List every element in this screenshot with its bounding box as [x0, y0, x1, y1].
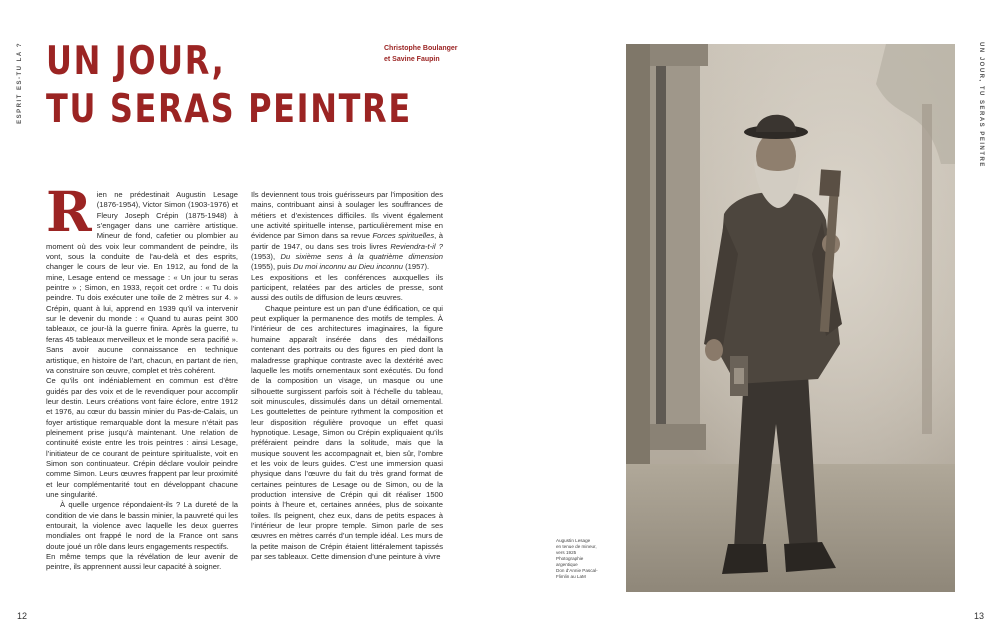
paragraph: À quelle urgence répondaient-ils ? La dureté de la condition de vie dans le bassin minier, la pauvreté qui les entourait, la violence avec laquelle les deux guerres mondiales ont frappé le nord de la France ont sans doute joué un rôle dans leurs engagements respectifs. — [46, 500, 238, 551]
paragraph: Ils deviennent tous trois guérisseurs par l’imposition des mains, contribuant ainsi à soulager les souffrances de métiers et d’existences difficiles. Ils vivent également une activité spirituelle intense, particulièrement mise en évidence par Simon dans sa revue Forces spirituelles, à partir de 1947, ou dans ses trois livres Reviendra-t-il ? (1953), Du sixième sens à la quatrième dimension (1955), puis Du moi inconnu au Dieu inconnu (1957). — [251, 190, 443, 272]
paragraph: Les expositions et les conférences auxquelles ils participent, relatées par des articles de presse, sont aussi des outils de diffusion de leurs œuvres. — [251, 272, 443, 303]
author-line-1: Christophe Boulanger — [384, 45, 458, 52]
drop-cap: R — [46, 179, 92, 244]
text-column-2 — [251, 190, 443, 562]
authors — [384, 43, 504, 65]
article-title — [46, 38, 412, 134]
paragraph: Rien ne prédestinait Augustin Lesage (1876-1954), Victor Simon (1903-1976) et Fleury Joseph Crépin (1875-1948) à s’engager dans une carrière artistique. Mineur de fond, cafetier ou plombier au moment où des voix leur commandent de peindre, ils vont, sous la conduite de l’au-delà et des esprits, changer le cours de leur vie. En 1912, au fond de la mine, Lesage entend ce message : « Un jour tu seras peintre » ; Simon, en 1933, reçoit cet ordre : « Tu dois peindre. Tu dois exécuter une toile de 2 mètres sur 4. » Crépin, quant à lui, apprend en 1939 qu’il va intervenir sur le devenir du monde : « Quand tu auras peint 300 tableaux, ce jour-là la guerre finira. Après la guerre, tu feras 45 tableaux merveilleux et le monde sera pacifié ». Sans avoir aucune connaissance en technique artistique, en histoire de l’art, chacun, en partant de rien, va construire son œuvre, complet et très cohérent. — [46, 179, 238, 375]
photo-caption: Augustin Lesage en tenue de mineur, vers 1925 Photographie argentique Don d’Annie Pascal- Flimlin au LaM — [556, 538, 598, 579]
miner-photograph — [626, 44, 955, 592]
title-line-1: UN JOUR, — [46, 39, 226, 84]
author-line-2: et Savine Faupin — [384, 56, 440, 63]
photograph-illustration — [626, 44, 955, 592]
running-head-right: UN JOUR, TU SERAS PEINTRE — [978, 42, 984, 168]
paragraph: Chaque peinture est un pan d’une édification, ce qui peut expliquer la permanence des motifs de temples. À l’intérieur de ces architectures imaginaires, la figure humaine apparaît insérée dans des médaillons contenant des portraits ou des figures en pied dont la maladresse graphique contraste avec la dextérité avec laquelle les motifs ornementaux sont exécutés. Du fond de la composition un visage, un masque ou une silhouette surgissent parfois soit à l’échelle du tableau, soit minuscules, dissimulés dans un détail ornemental. Les gouttelettes de peinture rythment la composition et leur disposition régulière provoque un effet quasi hypnotique. Lesage, Simon ou Crépin expliquaient qu’ils préféraient peindre dans la solitude, mais que la musique souvent les accompagnait et, bien sûr, l’ombre et les voix de leurs guides. C’est une immersion quasi physique dans l’œuvre du fait du très grand format de certaines peintures de Lesage ou de Simon, ou de la production intensive de Crépin qui dit réaliser 1500 points à l’heure et, certaines années, plus de soixante toiles. Ils peignent, chez eux, dans de petits espaces à l’intérieur de leur propre temple. Simon parle de ses œuvres en mètres carrés d’un temple idéal. Les murs de la petite maison de Crépin étaient littéralement tapissés par ses tableaux. Cette dimension d’une peinture à vivre — [251, 303, 443, 562]
page-number-right: 13 — [973, 611, 984, 621]
text-column-1 — [46, 179, 238, 573]
title-line-2: TU SERAS PEINTRE — [46, 87, 412, 132]
running-head-left: ESPRIT ES-TU LÀ ? — [17, 42, 23, 124]
paragraph: En même temps que la révélation de leur avenir de peintre, ils apprennent aussi leur capacité à soigner. — [46, 552, 238, 572]
page-number-left: 12 — [17, 611, 28, 621]
paragraph: Ce qu’ils ont indéniablement en commun est d’être guidés par des voix et de le revendiquer pour accomplir leur destin. Leurs créations vont faire éclore, entre 1912 et 1976, au cœur du bassin minier du Pas-de-Calais, un foyer artistique remarquable dont la mesure n’était pas pleinement prise jusqu’à maintenant. Une relation de continuité existe entre les trois peintres : ainsi Lesage, l’initiateur de ce courant de peinture spiritualiste, voit en Simon son continuateur. Crépin déclare vouloir peindre comme Simon. Leurs œuvres frappent par leur proximité et leur complémentarité tout en développant chacune une singularité. — [46, 376, 238, 499]
